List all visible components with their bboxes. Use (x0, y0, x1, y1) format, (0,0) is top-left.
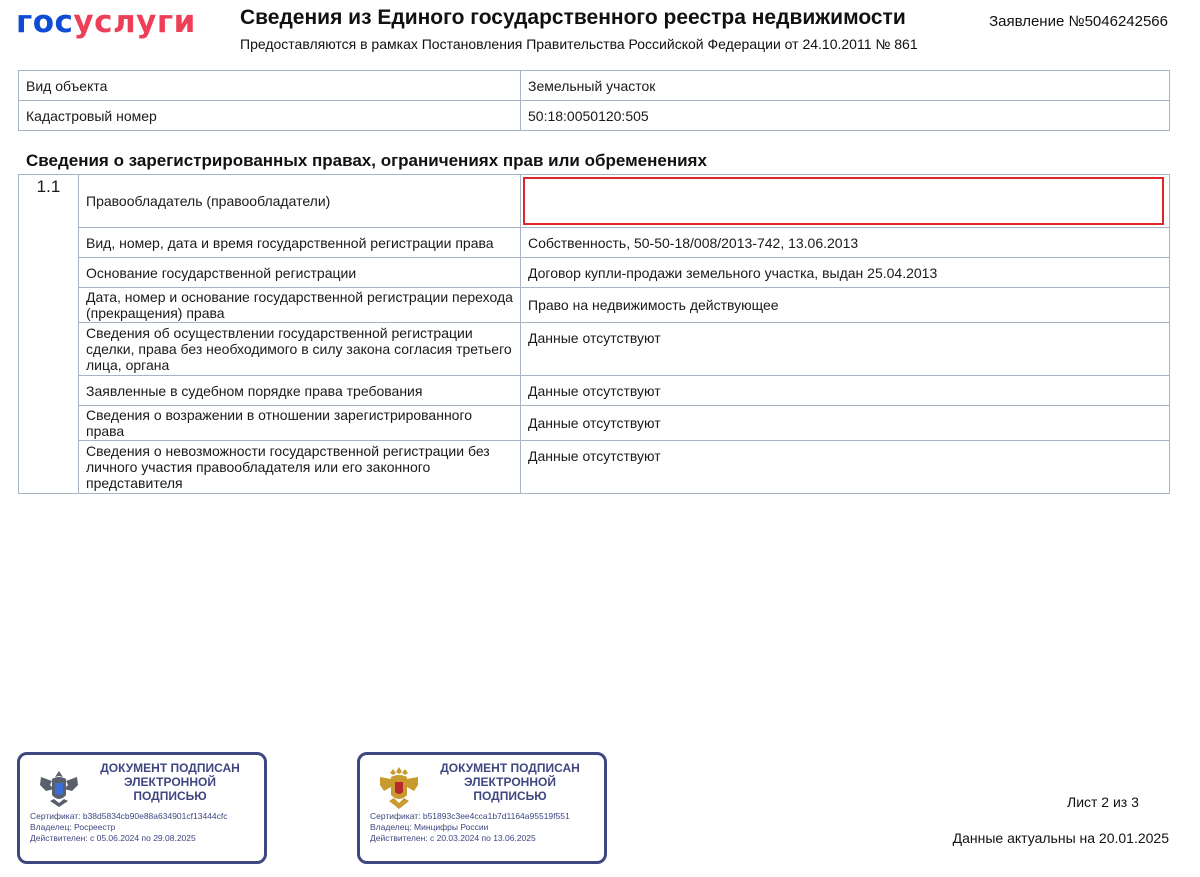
object-type-value: Земельный участок (521, 71, 1170, 101)
sheet-number: Лист 2 из 3 (1067, 794, 1139, 810)
table-row (19, 323, 1170, 376)
signature-owner: Владелец: Минцифры России (370, 822, 489, 832)
signature-stamp-mintsifry (357, 752, 607, 864)
application-number: Заявление №5046242566 (989, 13, 1168, 30)
logo-part-gos: гос (16, 4, 74, 40)
right-value: Данные отсутствуют (521, 441, 1170, 494)
right-value: Договор купли-продажи земельного участка, выдан 25.04.2013 (521, 258, 1170, 288)
cadastral-number-label: Кадастровый номер (19, 101, 521, 131)
table-row (19, 441, 1170, 494)
data-actual-date: Данные актуальны на 20.01.2025 (952, 830, 1169, 846)
table-row (19, 101, 1170, 131)
object-type-label: Вид объекта (19, 71, 521, 101)
right-label: Заявленные в судебном порядке права требования (79, 376, 521, 406)
table-row (19, 258, 1170, 288)
signature-validity: Действителен: с 05.06.2024 по 29.08.2025 (30, 833, 196, 843)
logo-part-uslugi: услуги (73, 4, 196, 40)
table-row (19, 71, 1170, 101)
signature-certificate: Сертификат: b51893c3ee4cca1b7d1164a95519f551 (370, 811, 570, 821)
signature-validity: Действителен: с 20.03.2024 по 13.06.2025 (370, 833, 536, 843)
signature-title: ДОКУМЕНТ ПОДПИСАН ЭЛЕКТРОННОЙ ПОДПИСЬЮ (100, 761, 240, 803)
table-row (19, 228, 1170, 258)
russia-coat-of-arms-icon (376, 765, 422, 811)
right-label: Сведения об осуществлении государственной регистрации сделки, права без необходимого в силу закона согласия третьего лица, органа (79, 323, 521, 376)
signature-stamp-rosreestr (17, 752, 267, 864)
cadastral-number-value: 50:18:0050120:505 (521, 101, 1170, 131)
table-row (19, 376, 1170, 406)
rights-section-title: Сведения о зарегистрированных правах, ограничениях прав или обременениях (26, 151, 707, 170)
right-label: Дата, номер и основание государственной регистрации перехода (прекращения) права (79, 288, 521, 323)
signature-title: ДОКУМЕНТ ПОДПИСАН ЭЛЕКТРОННОЙ ПОДПИСЬЮ (440, 761, 580, 803)
table-row (19, 406, 1170, 441)
right-value: Собственность, 50-50-18/008/2013-742, 13.06.2013 (521, 228, 1170, 258)
document-title: Сведения из Единого государственного реестра недвижимости (240, 6, 906, 29)
right-value: Данные отсутствуют (521, 323, 1170, 376)
right-label: Сведения о возражении в отношении зарегистрированного права (79, 406, 521, 441)
gosuslugi-logo (16, 4, 196, 40)
right-label: Правообладатель (правообладатели) (79, 175, 521, 228)
right-entry-number: 1.1 (19, 175, 79, 494)
right-label: Основание государственной регистрации (79, 258, 521, 288)
right-value: Право на недвижимость действующее (521, 288, 1170, 323)
right-label: Сведения о невозможности государственной регистрации без личного участия правообладателя или его законного представителя (79, 441, 521, 494)
document-subtitle: Предоставляются в рамках Постановления Правительства Российской Федерации от 24.10.2011 № 861 (240, 36, 918, 52)
right-label: Вид, номер, дата и время государственной регистрации права (79, 228, 521, 258)
signature-certificate: Сертификат: b38d5834cb90e88a634901cf13444cfc (30, 811, 228, 821)
signature-owner: Владелец: Росреестр (30, 822, 116, 832)
redaction-box (523, 177, 1164, 225)
right-value: Данные отсутствуют (521, 376, 1170, 406)
table-row (19, 288, 1170, 323)
right-value: Данные отсутствуют (521, 406, 1170, 441)
object-info-table (18, 70, 1170, 131)
rosreestr-eagle-icon (36, 765, 82, 811)
